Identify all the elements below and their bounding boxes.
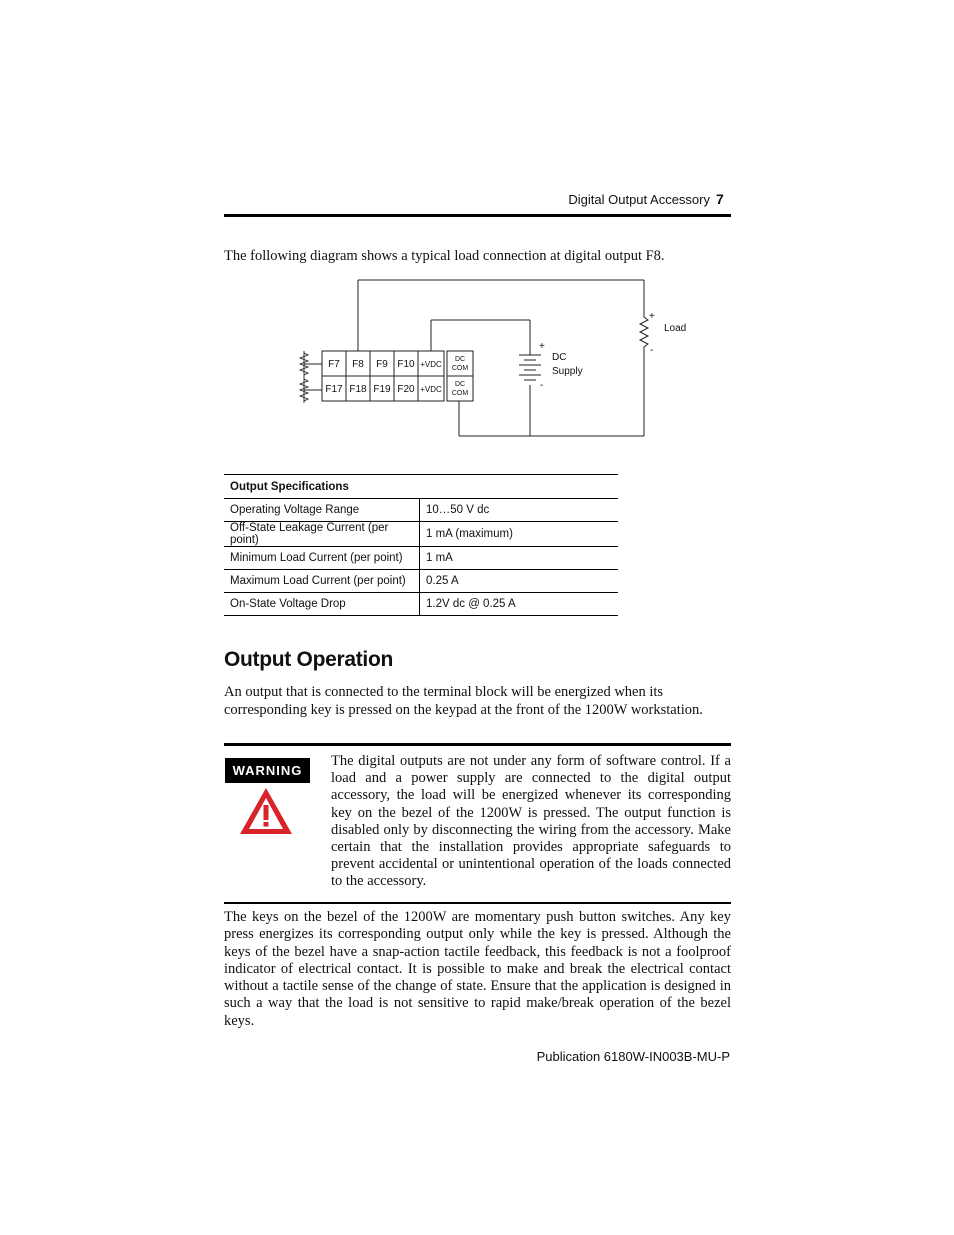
warning-bottom-rule (224, 902, 731, 904)
load-plus-sign: + (649, 311, 655, 322)
spec-label: On-State Voltage Drop (224, 593, 420, 616)
page-number: 7 (716, 191, 724, 207)
terminal-f8: F8 (352, 359, 364, 370)
terminal-dc-com-top-line1: DC (454, 356, 466, 363)
dc-supply-label-line1: DC (552, 352, 567, 363)
spec-value: 0.25 A (420, 570, 619, 593)
load-resistor (640, 317, 648, 347)
terminal-f20: F20 (397, 384, 415, 395)
table-header-row (224, 475, 618, 499)
terminal-f7: F7 (328, 359, 340, 370)
terminal-vdc-top: +VDC (420, 360, 442, 369)
dc-supply-battery-icon (519, 355, 541, 380)
intro-paragraph: The following diagram shows a typical load connection at digital output F8. (224, 248, 665, 264)
dc-supply-label-line2: Supply (552, 366, 583, 377)
warning-label: WARNING (225, 758, 310, 783)
terminal-dc-com-bottom-line1: DC (454, 381, 466, 388)
section-heading: Output Operation (224, 648, 394, 671)
spec-value: 1 mA (420, 547, 619, 570)
table-row (224, 547, 618, 570)
warning-text: The digital outputs are not under any form of software control. If a load and a power supply are connected to the digital output accessory, the load will be energized whenever its corresponding key on the bezel of the 1200W is pressed. The output function is disabled only by disconnecting the wiring from the accessory. Make certain that the installation provides appropriate safeguards to prevent accidental or unintentional operation of the loads connected to the accessory. (331, 753, 731, 890)
wiring-diagram (295, 275, 715, 440)
bezel-keys-paragraph: The keys on the bezel of the 1200W are momentary push button switches. Any key press energizes its corresponding output only while the key is pressed. Although the keys of the bezel have a snap-action tactile feedback, this feedback is not a foolproof indicator of electrical contact. It is possible to make and break the electrical contact without a tactile sense of the change of state. Ensure that the application is designed in such a way that the load is not sensitive to rapid make/break operation of the bezel keys. (224, 909, 731, 1029)
spec-value: 10…50 V dc (420, 499, 619, 522)
spec-label: Minimum Load Current (per point) (224, 547, 420, 570)
spec-label: Maximum Load Current (per point) (224, 570, 420, 593)
header-rule (224, 214, 731, 217)
spec-value: 1 mA (maximum) (420, 522, 619, 547)
running-header-title: Digital Output Accessory (568, 192, 710, 207)
load-label: Load (664, 323, 687, 334)
terminal-vdc-bottom: +VDC (420, 385, 442, 394)
terminal-f9: F9 (376, 359, 388, 370)
terminal-f10: F10 (397, 359, 415, 370)
spec-value: 1.2V dc @ 0.25 A (420, 593, 619, 616)
operation-paragraph: An output that is connected to the terminal block will be energized when its corresponding key is pressed on the keypad at the front of the 1200W workstation. (224, 684, 703, 718)
publication-footer: Publication 6180W-IN003B-MU-P (536, 1049, 730, 1064)
load-minus-sign: - (650, 345, 654, 356)
terminal-f17: F17 (325, 384, 343, 395)
output-specifications-table (224, 474, 618, 616)
supply-minus-sign: - (540, 380, 544, 391)
spec-label: Operating Voltage Range (224, 499, 420, 522)
terminal-dc-com-bottom-line2: COM (451, 390, 469, 397)
warning-triangle-icon (238, 786, 294, 836)
table-row (224, 593, 618, 616)
terminal-dc-com-top-line2: COM (451, 365, 469, 372)
terminal-f19: F19 (373, 384, 391, 395)
table-title: Output Specifications (224, 475, 618, 499)
table-row (224, 522, 618, 547)
table-row (224, 570, 618, 593)
terminal-resistors (300, 351, 322, 403)
warning-top-rule (224, 743, 731, 746)
terminal-f18: F18 (349, 384, 367, 395)
spec-label: Off-State Leakage Current (per point) (224, 522, 420, 547)
supply-plus-sign: + (539, 341, 545, 352)
table-row (224, 499, 618, 522)
